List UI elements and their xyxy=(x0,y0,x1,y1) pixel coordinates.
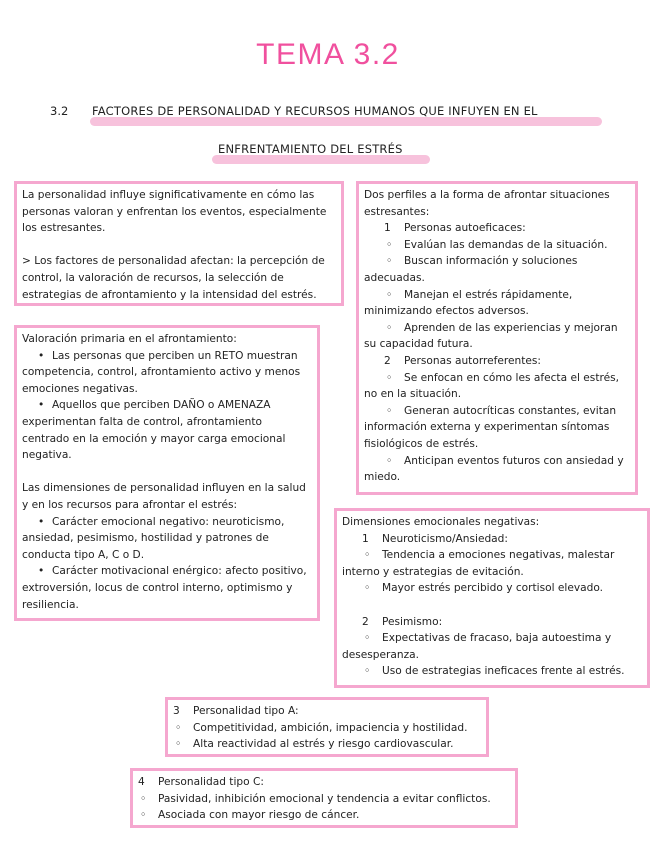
section-number: 3.2 xyxy=(50,104,69,118)
list-number: 1 xyxy=(362,532,369,545)
type-c-box xyxy=(130,768,518,828)
list-item xyxy=(138,791,510,808)
item-text: ◦ Alta reactividad al estrés y riesgo cardiovascular. xyxy=(193,738,453,750)
list-number: 4 xyxy=(138,776,145,788)
item-text: ◦ Buscan información y soluciones adecuadas. xyxy=(364,255,577,284)
list-item xyxy=(364,403,630,453)
item-text: ◦ Pasividad, inhibición emocional y tendencia a evitar conflictos. xyxy=(158,793,491,805)
box-heading: Las dimensiones de personalidad influyen en la salud y en los recursos para afrontar el estrés: xyxy=(22,482,306,511)
heading-text: Personalidad tipo A: xyxy=(193,705,299,717)
list-item xyxy=(364,237,630,254)
item-text: ◦ Asociada con mayor riesgo de cáncer. xyxy=(158,809,359,821)
heading-text: Personas autoeficaces: xyxy=(404,222,526,235)
item-text: ◦ Expectativas de fracaso, baja autoestima y desesperanza. xyxy=(342,632,611,661)
item-text: ◦ Manejan el estrés rápidamente, minimizando efectos adversos. xyxy=(364,289,572,318)
primary-appraisal-box xyxy=(14,325,320,621)
list-item xyxy=(22,348,312,398)
section-title-line-1: FACTORES DE PERSONALIDAD Y RECURSOS HUMANOS QUE INFUYEN EN EL xyxy=(92,104,538,118)
box-intro: Dos perfiles a la forma de afrontar situaciones estresantes: xyxy=(364,189,610,218)
type-a-box xyxy=(165,697,489,757)
list-number: 1 xyxy=(384,222,391,235)
list-item xyxy=(364,253,630,286)
item-text: ◦ Se enfocan en cómo les afecta el estrés, no en la situación. xyxy=(364,372,619,401)
subtitle-highlight-2 xyxy=(212,155,430,164)
list-item xyxy=(364,320,630,353)
list-item xyxy=(173,736,481,753)
item-text: ◦ Tendencia a emociones negativas, malestar interno y estrategias de evitación. xyxy=(342,549,614,578)
list-item xyxy=(342,630,642,663)
list-heading xyxy=(138,774,510,791)
list-item xyxy=(364,287,630,320)
item-text: ◦ Mayor estrés percibido y cortisol elevado. xyxy=(382,582,603,594)
list-number: 3 xyxy=(173,705,180,717)
list-heading xyxy=(342,531,642,548)
list-item xyxy=(364,453,630,486)
box-intro: Dimensiones emocionales negativas: xyxy=(342,516,540,528)
subtitle-highlight-1 xyxy=(90,117,602,126)
heading-text: Personalidad tipo C: xyxy=(158,776,264,788)
item-text: ◦ Generan autocríticas constantes, evitan información externa y experimentan síntomas fisiológicos de estrés. xyxy=(364,405,616,450)
negative-dimensions-box xyxy=(334,508,650,688)
item-text: • Carácter emocional negativo: neuroticismo, ansiedad, pesimismo, hostilidad y patrones de conducta tipo A, C o D. xyxy=(22,516,284,561)
page-title: TEMA 3.2 xyxy=(256,38,400,71)
list-heading xyxy=(342,614,642,631)
item-text: ◦ Aprenden de las experiencias y mejoran su capacidad futura. xyxy=(364,322,618,351)
paragraph: La personalidad influye significativamente en cómo las personas valoran y enfrentan los eventos, especialmente los estresantes. xyxy=(22,189,327,235)
list-heading xyxy=(173,703,481,720)
list-item xyxy=(22,397,312,463)
coping-profiles-box xyxy=(356,181,638,495)
list-item xyxy=(138,807,510,824)
list-item xyxy=(342,580,642,597)
heading-text: Neuroticismo/Ansiedad: xyxy=(382,532,508,545)
item-text: ◦ Uso de estrategias ineficaces frente al estrés. xyxy=(382,665,625,677)
list-number: 2 xyxy=(362,615,369,628)
box-heading: Valoración primaria en el afrontamiento: xyxy=(22,333,237,345)
list-number: 2 xyxy=(384,354,391,367)
heading-text: Pesimismo: xyxy=(382,615,443,628)
item-text: ◦ Competitividad, ambición, impaciencia y hostilidad. xyxy=(193,722,467,734)
list-item xyxy=(22,514,312,564)
item-text: ◦ Evalúan las demandas de la situación. xyxy=(404,239,607,251)
list-heading xyxy=(364,353,630,370)
list-item xyxy=(342,663,642,680)
list-heading xyxy=(364,220,630,237)
personality-influence-box xyxy=(14,181,344,306)
item-text: • Aquellos que perciben DAÑO o AMENAZA experimentan falta de control, afrontamiento centrado en la emoción y mayor carga emocional negativa. xyxy=(22,399,285,461)
list-item xyxy=(364,370,630,403)
item-text: • Carácter motivacional enérgico: afecto positivo, extroversión, locus de control interno, optimismo y resiliencia. xyxy=(22,565,307,610)
heading-text: Personas autorreferentes: xyxy=(404,354,541,367)
section-title-line-2: ENFRENTAMIENTO DEL ESTRÉS xyxy=(218,142,403,156)
list-item xyxy=(173,720,481,737)
paragraph: > Los factores de personalidad afectan: la percepción de control, la valoración de recursos, la selección de estrategias de afrontamiento y la intensidad del estrés. xyxy=(22,255,325,301)
item-text: ◦ Anticipan eventos futuros con ansiedad y miedo. xyxy=(364,455,624,484)
item-text: • Las personas que perciben un RETO muestran competencia, control, afrontamiento activo y menos emociones negativas. xyxy=(22,350,300,395)
list-item xyxy=(342,547,642,580)
list-item xyxy=(22,563,312,613)
